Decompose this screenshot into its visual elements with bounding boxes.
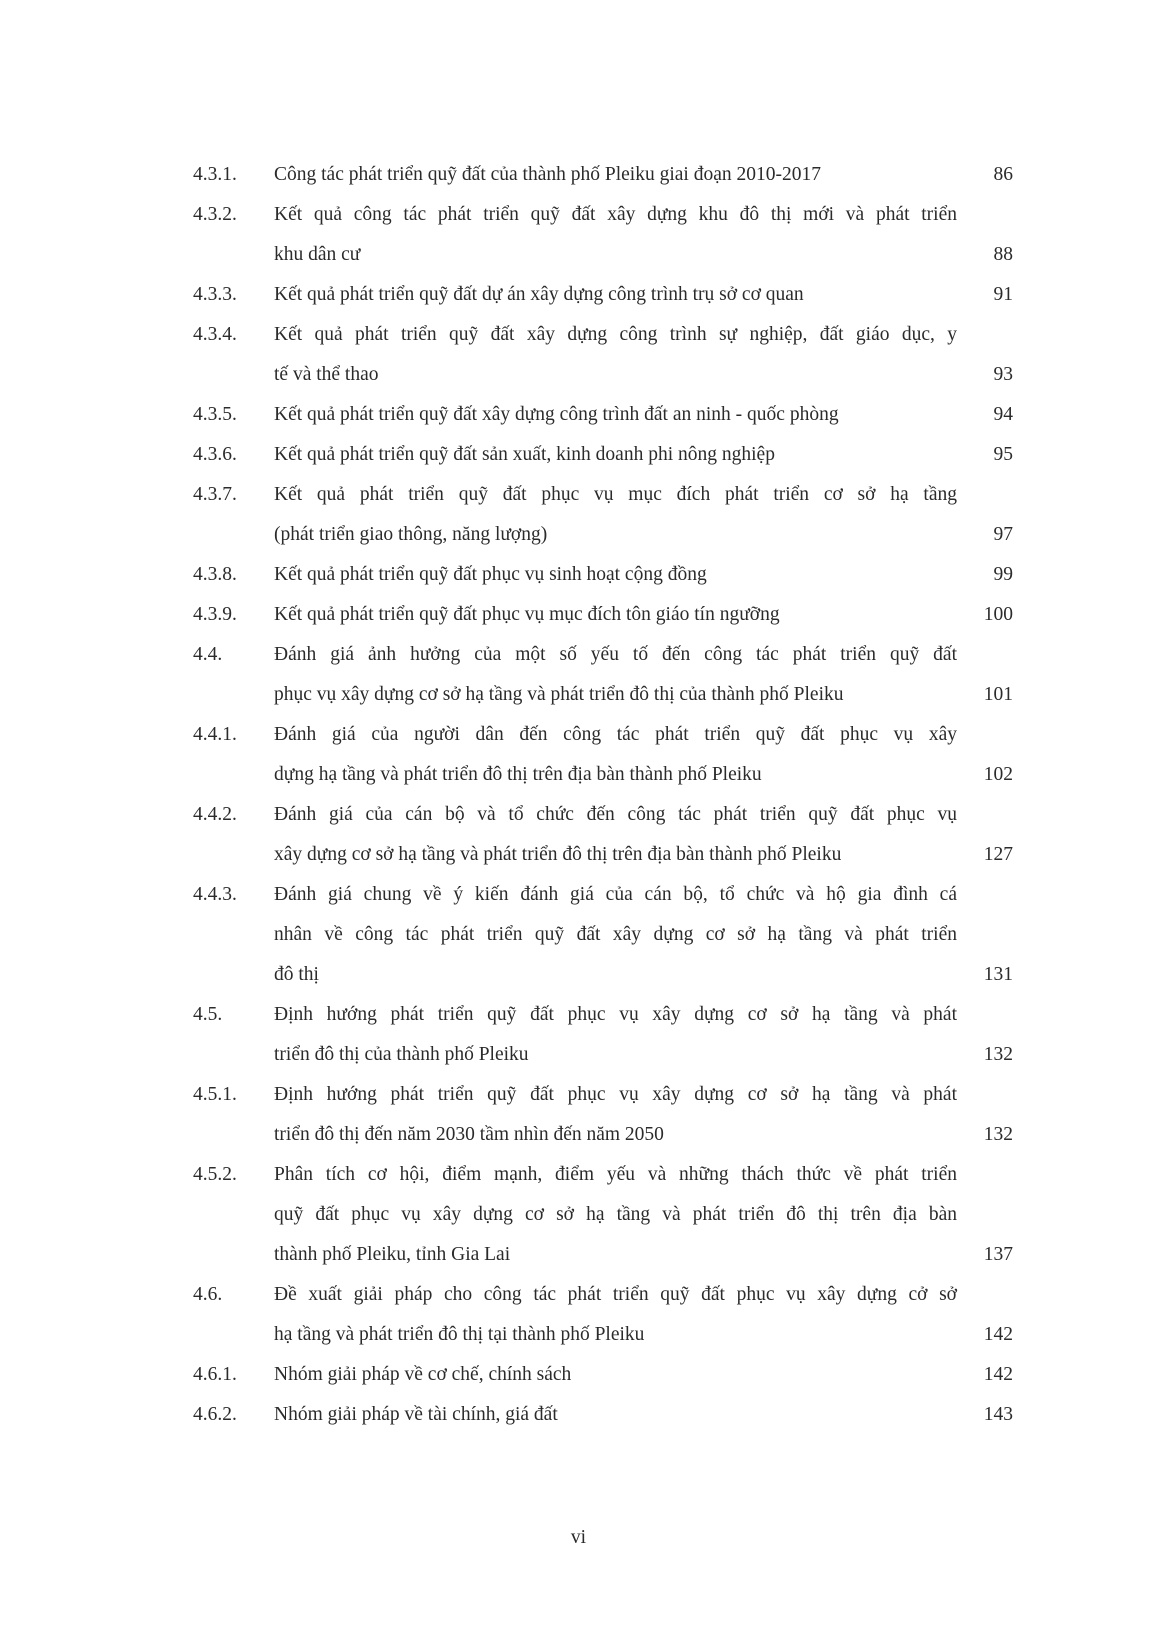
toc-entry-title-line: Nhóm giải pháp về tài chính, giá đất xyxy=(274,1404,558,1425)
toc-entry[interactable] xyxy=(193,1075,1013,1155)
toc-entry-title xyxy=(274,275,957,315)
toc-entry-number: 4.3.4. xyxy=(193,324,237,345)
toc-entry-title-line: tế và thể thao xyxy=(274,364,379,385)
toc-entry-page: 142 xyxy=(983,1324,1013,1345)
toc-entry-number: 4.3.7. xyxy=(193,484,237,505)
toc-entry-number: 4.3.9. xyxy=(193,604,237,625)
toc-entry-title xyxy=(274,315,957,395)
toc-entry-title-line: Đánh giá của người dân đến công tác phát triển quỹ đất phục vụ xây xyxy=(274,724,957,745)
toc-entry-title-line: quỹ đất phục vụ xây dựng cơ sở hạ tầng và phát triển đô thị trên địa bàn xyxy=(274,1204,957,1225)
toc-entry-page: 132 xyxy=(983,1044,1013,1065)
toc-entry-title xyxy=(274,1355,957,1395)
toc-entry-page: 100 xyxy=(983,604,1013,625)
toc-entry[interactable] xyxy=(193,1155,1013,1275)
toc-entry-title-line: Nhóm giải pháp về cơ chế, chính sách xyxy=(274,1364,572,1385)
toc-entry-title xyxy=(274,475,957,555)
toc-entry-title-line: xây dựng cơ sở hạ tầng và phát triển đô thị trên địa bàn thành phố Pleiku xyxy=(274,844,842,865)
toc-entry-number: 4.4.2. xyxy=(193,804,237,825)
toc-entry-title-line: Đánh giá của cán bộ và tổ chức đến công tác phát triển quỹ đất phục vụ xyxy=(274,804,957,825)
toc-entry-page: 91 xyxy=(993,284,1013,305)
toc-entry[interactable] xyxy=(193,195,1013,275)
toc-entry-page: 93 xyxy=(993,364,1013,385)
toc-entry-page: 131 xyxy=(983,964,1013,985)
toc-entry-title-line: triển đô thị của thành phố Pleiku xyxy=(274,1044,529,1065)
toc-entry[interactable] xyxy=(193,475,1013,555)
toc-entry-title-line: khu dân cư xyxy=(274,244,361,265)
toc-entry-title xyxy=(274,435,957,475)
toc-entry[interactable] xyxy=(193,715,1013,795)
toc-entry-title-line: phục vụ xây dựng cơ sở hạ tầng và phát triển đô thị của thành phố Pleiku xyxy=(274,684,844,705)
toc-entry[interactable] xyxy=(193,595,1013,635)
toc-entry-number: 4.5.1. xyxy=(193,1084,237,1105)
toc-entry[interactable] xyxy=(193,1355,1013,1395)
toc-entry[interactable] xyxy=(193,995,1013,1075)
toc-entry-page: 142 xyxy=(983,1364,1013,1385)
toc-entry-title-line: Kết quả phát triển quỹ đất dự án xây dựng công trình trụ sở cơ quan xyxy=(274,284,804,305)
toc-entry-title xyxy=(274,1395,957,1435)
toc-entry-number: 4.4.3. xyxy=(193,884,237,905)
toc-entry-number: 4.6.2. xyxy=(193,1404,237,1425)
toc-entry-number: 4.4.1. xyxy=(193,724,237,745)
toc-entry-number: 4.3.5. xyxy=(193,404,237,425)
toc-entry-title-line: đô thị xyxy=(274,964,319,985)
toc-entry-title-line: Kết quả phát triển quỹ đất phục vụ mục đích tôn giáo tín ngưỡng xyxy=(274,604,780,625)
toc-entry-page: 88 xyxy=(993,244,1013,265)
toc-entry-page: 143 xyxy=(983,1404,1013,1425)
toc-entry-title-line: Công tác phát triển quỹ đất của thành phố Pleiku giai đoạn 2010-2017 xyxy=(274,164,821,185)
page-number-footer: vi xyxy=(570,1527,587,1548)
toc-entry-page: 102 xyxy=(983,764,1013,785)
toc-entry[interactable] xyxy=(193,875,1013,995)
toc-entry-page: 94 xyxy=(993,404,1013,425)
toc-entry[interactable] xyxy=(193,155,1013,195)
toc-entry-number: 4.3.2. xyxy=(193,204,237,225)
toc-entry-number: 4.4. xyxy=(193,644,223,665)
toc-entry-title xyxy=(274,595,957,635)
toc-entry-title xyxy=(274,195,957,275)
toc-entry-page: 95 xyxy=(993,444,1013,465)
toc-entry-number: 4.6. xyxy=(193,1284,223,1305)
toc-entry-number: 4.3.6. xyxy=(193,444,237,465)
toc-entry-title xyxy=(274,395,957,435)
toc-entry-title xyxy=(274,1075,957,1155)
toc-entry-page: 86 xyxy=(993,164,1013,185)
toc-entry-title xyxy=(274,155,957,195)
toc-entry-page: 99 xyxy=(993,564,1013,585)
table-of-contents xyxy=(193,155,1013,1435)
toc-entry-title-line: nhân về công tác phát triển quỹ đất xây dựng cơ sở hạ tầng và phát triển xyxy=(274,924,957,945)
toc-entry-title xyxy=(274,555,957,595)
toc-entry-title-line: Kết quả phát triển quỹ đất xây dựng công trình đất an ninh - quốc phòng xyxy=(274,404,839,425)
toc-entry-title-line: Kết quả phát triển quỹ đất phục vụ mục đích phát triển cơ sở hạ tầng xyxy=(274,484,957,505)
toc-entry-title-line: Định hướng phát triển quỹ đất phục vụ xây dựng cơ sở hạ tầng và phát xyxy=(274,1004,957,1025)
toc-entry[interactable] xyxy=(193,315,1013,395)
toc-entry-number: 4.3.1. xyxy=(193,164,237,185)
toc-entry-title xyxy=(274,635,957,715)
toc-entry-title xyxy=(274,875,957,995)
toc-entry-title-line: Đánh giá ảnh hưởng của một số yếu tố đến công tác phát triển quỹ đất xyxy=(274,644,957,665)
toc-entry-title-line: Kết quả công tác phát triển quỹ đất xây dựng khu đô thị mới và phát triển xyxy=(274,204,957,225)
toc-entry[interactable] xyxy=(193,555,1013,595)
toc-entry[interactable] xyxy=(193,795,1013,875)
toc-entry-number: 4.6.1. xyxy=(193,1364,237,1385)
toc-entry-title-line: dựng hạ tầng và phát triển đô thị trên địa bàn thành phố Pleiku xyxy=(274,764,762,785)
toc-entry-title-line: triển đô thị đến năm 2030 tầm nhìn đến năm 2050 xyxy=(274,1124,664,1145)
toc-entry[interactable] xyxy=(193,1275,1013,1355)
toc-entry-title xyxy=(274,715,957,795)
toc-entry-title xyxy=(274,1275,957,1355)
toc-entry-page: 101 xyxy=(983,684,1013,705)
toc-entry[interactable] xyxy=(193,1395,1013,1435)
toc-entry-page: 97 xyxy=(993,524,1013,545)
toc-entry-title-line: Định hướng phát triển quỹ đất phục vụ xây dựng cơ sở hạ tầng và phát xyxy=(274,1084,957,1105)
toc-entry[interactable] xyxy=(193,435,1013,475)
toc-entry-title-line: (phát triển giao thông, năng lượng) xyxy=(274,524,548,545)
toc-entry-number: 4.3.8. xyxy=(193,564,237,585)
toc-entry-title xyxy=(274,995,957,1075)
toc-entry[interactable] xyxy=(193,275,1013,315)
toc-entry-title xyxy=(274,795,957,875)
toc-entry[interactable] xyxy=(193,635,1013,715)
toc-entry-page: 137 xyxy=(983,1244,1013,1265)
toc-entry[interactable] xyxy=(193,395,1013,435)
toc-entry-title-line: thành phố Pleiku, tỉnh Gia Lai xyxy=(274,1244,511,1265)
toc-entry-title-line: Đánh giá chung về ý kiến đánh giá của cán bộ, tổ chức và hộ gia đình cá xyxy=(274,884,957,905)
toc-entry-title-line: Kết quả phát triển quỹ đất phục vụ sinh hoạt cộng đồng xyxy=(274,564,707,585)
toc-entry-number: 4.5. xyxy=(193,1004,223,1025)
toc-entry-number: 4.3.3. xyxy=(193,284,237,305)
toc-entry-page: 132 xyxy=(983,1124,1013,1145)
toc-entry-page: 127 xyxy=(983,844,1013,865)
toc-entry-title-line: Kết quả phát triển quỹ đất sản xuất, kinh doanh phi nông nghiệp xyxy=(274,444,775,465)
toc-entry-title-line: Kết quả phát triển quỹ đất xây dựng công trình sự nghiệp, đất giáo dục, y xyxy=(274,324,957,345)
toc-entry-title-line: Phân tích cơ hội, điểm mạnh, điểm yếu và những thách thức về phát triển xyxy=(274,1164,957,1185)
toc-entry-title-line: hạ tầng và phát triển đô thị tại thành phố Pleiku xyxy=(274,1324,645,1345)
toc-entry-title xyxy=(274,1155,957,1275)
toc-entry-title-line: Đề xuất giải pháp cho công tác phát triển quỹ đất phục vụ xây dựng cở sở xyxy=(274,1284,957,1305)
toc-entry-number: 4.5.2. xyxy=(193,1164,237,1185)
